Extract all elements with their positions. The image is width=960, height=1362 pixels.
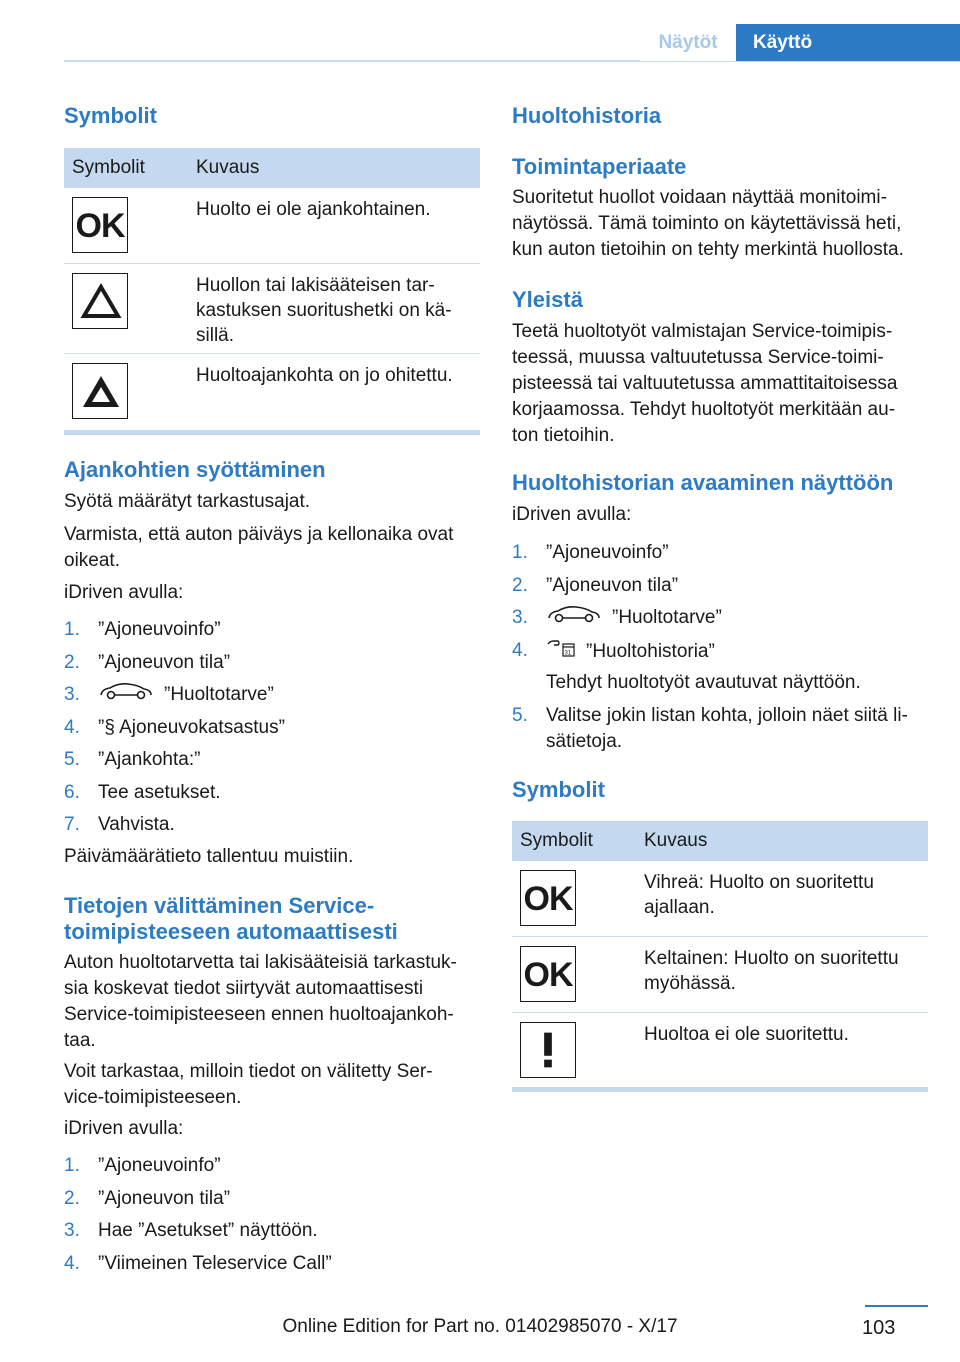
list-item: 1. ”Ajoneuvoinfo” <box>512 542 669 563</box>
list-item: 4. ”§ Ajoneuvokatsastus” <box>64 716 285 738</box>
list-item: 5. Valitse jokin listan kohta, jolloin näet siitä li- sätietoja. <box>512 704 908 752</box>
list-item: 2. ”Ajoneuvon tila” <box>64 651 231 673</box>
table-row <box>512 861 928 937</box>
warning-triangle-filled-icon <box>72 363 128 419</box>
car-service-icon <box>546 605 602 631</box>
symbols-table-right <box>512 821 928 1089</box>
ok-icon: OK <box>520 946 576 1002</box>
tab-kaytto[interactable]: Käyttö <box>736 24 960 61</box>
list-item: 6. Tee asetukset. <box>64 781 221 803</box>
dates-heading: Ajankohtien syöttäminen <box>64 457 326 482</box>
list-item: 1. ”Ajoneuvoinfo” <box>64 1155 221 1176</box>
transfer-p3: iDriven avulla: <box>64 1118 184 1139</box>
dates-p1: Syötä määrätyt tarkastusajat. <box>64 491 311 512</box>
history-heading: Huoltohistoria <box>512 103 662 128</box>
car-service-icon <box>98 682 154 708</box>
table-bottom-rule <box>64 430 480 435</box>
dates-p3: iDriven avulla: <box>64 582 184 603</box>
table-row <box>64 354 480 430</box>
table-row <box>64 264 480 354</box>
table-header <box>512 821 928 861</box>
list-item: 4. ”Viimeinen Teleservice Call” <box>64 1252 332 1274</box>
principle-heading: Toimintaperiaate <box>512 154 687 179</box>
dates-after: Päivämäärätieto tallentuu muistiin. <box>64 846 354 867</box>
row-description: Huoltoajankohta on jo ohitettu. <box>196 365 453 386</box>
transfer-p1: Auton huoltotarvetta tai lakisääteisiä tarkastuk- sia koskevat tiedot siirtyvät automaattisesti Service-toimipisteeseen ennen huoltoajankoh- taa. <box>64 952 457 1051</box>
transfer-p2: Voit tarkastaa, milloin tiedot on välitetty Ser- vice-toimipisteeseen. <box>64 1061 433 1108</box>
list-item: 2. ”Ajoneuvon tila” <box>64 1187 231 1209</box>
list-item: 2. ”Ajoneuvon tila” <box>512 574 679 596</box>
general-heading: Yleistä <box>512 287 583 312</box>
principle-text: Suoritetut huollot voidaan näyttää monitoimi- näytössä. Tämä toiminto on käytettävissä heti, kun auton tietoihin on tehty merkintä huollosta. <box>512 187 904 260</box>
list-item: 5. ”Ajankohta:” <box>64 749 201 770</box>
open-p: iDriven avulla: <box>512 504 632 525</box>
list-item: 4. 31 ”Huoltohistoria” Tehdyt huoltotyöt avautuvat näyttöön. <box>512 638 928 703</box>
dates-p2: Varmista, että auton päiväys ja kellonaika ovat oikeat. <box>64 524 454 571</box>
table-row <box>64 188 480 264</box>
footer-edition: Online Edition for Part no. 01402985070 - X/17 <box>282 1316 678 1337</box>
service-history-icon <box>546 638 576 666</box>
list-item: 3. Hae ”Asetukset” näyttöön. <box>64 1220 318 1241</box>
ok-icon: OK <box>72 197 128 253</box>
svg-text:31: 31 <box>564 650 572 656</box>
symbols-heading-right: Symbolit <box>512 777 605 802</box>
transfer-steps <box>64 1153 480 1283</box>
row-description: Keltainen: Huolto on suoritettu myöhässä. <box>644 948 899 994</box>
table-row <box>512 1013 928 1089</box>
list-item: 7. Vahvista. <box>64 814 175 835</box>
symbols-heading-left: Symbolit <box>64 103 157 128</box>
table-row <box>512 937 928 1013</box>
col-desc-header: Kuvaus <box>644 830 708 851</box>
table-bottom-rule <box>512 1087 928 1092</box>
col-symbol-header: Symbolit <box>72 157 145 178</box>
row-description: Huollon tai lakisääteisen tar- kastuksen suoritushetki on kä- sillä. <box>196 275 452 346</box>
list-item: 3. ”Huoltotarve” <box>512 605 928 638</box>
ok-icon: OK <box>520 870 576 926</box>
page-number: 103 <box>862 1317 896 1339</box>
col-desc-header: Kuvaus <box>196 157 260 178</box>
symbols-table-left <box>64 148 480 430</box>
col-symbol-header: Symbolit <box>520 830 593 851</box>
row-description: Huolto ei ole ajankohtainen. <box>196 199 431 220</box>
row-description: Huoltoa ei ole suoritettu. <box>644 1024 849 1045</box>
list-item: 1. ”Ajoneuvoinfo” <box>64 619 221 640</box>
page-number-rule <box>865 1305 928 1307</box>
general-text: Teetä huoltotyöt valmistajan Service-toimipis- teessä, muussa valtuutetussa Service-toimi- pisteessä tai valtuutetussa ammattitaitoisessa korjaamossa. Tehdyt huoltotyöt merkitään au- ton tietoihin. <box>512 321 898 446</box>
exclamation-icon <box>520 1022 576 1078</box>
open-steps <box>512 540 928 761</box>
open-heading: Huoltohistorian avaaminen näyttöön <box>512 470 894 495</box>
transfer-heading: Tietojen välittäminen Service- toimipisteeseen automaattisesti <box>64 893 398 944</box>
step-subtext: Tehdyt huoltotyöt avautuvat näyttöön. <box>546 671 861 693</box>
table-header <box>64 148 480 188</box>
row-description: Vihreä: Huolto on suoritettu ajallaan. <box>644 872 874 918</box>
dates-steps <box>64 617 480 845</box>
tab-naytot[interactable]: Näytöt <box>640 24 736 61</box>
list-item: 3. ”Huoltotarve” <box>64 682 480 715</box>
warning-triangle-icon <box>72 273 128 329</box>
